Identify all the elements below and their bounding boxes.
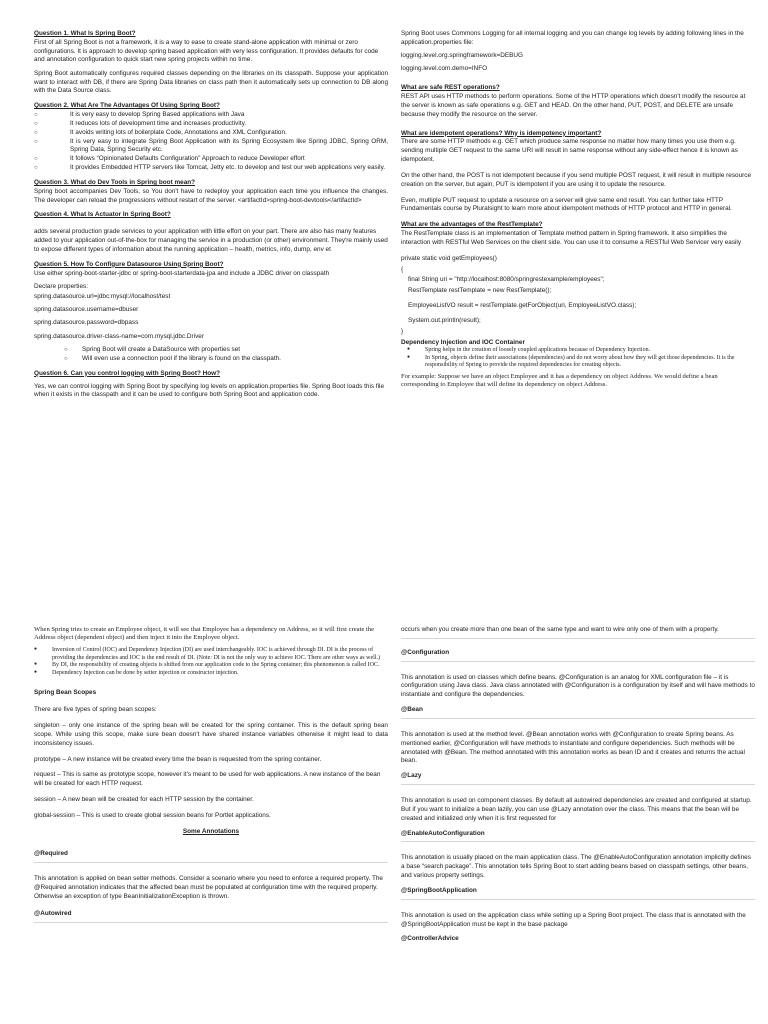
enableautoconfiguration-heading: @EnableAutoConfiguration	[401, 830, 755, 843]
autowired-heading: @Autowired	[34, 910, 388, 923]
lazy-heading: @Lazy	[401, 772, 755, 785]
q5-property: spring.datasource.password=dbpass	[34, 319, 139, 327]
idempotent-heading: What are idempotent operations? Why is idempotency important?	[401, 129, 602, 137]
scope-global-session: global-session – This is used to create global session beans for Portlet applications.	[34, 811, 271, 819]
list-item: ○ It is very easy to integrate Spring Boot Application with its Spring Ecosystem like Spring JDBC, Spring ORM, Spring Data, Spring Security etc.	[34, 138, 388, 156]
list-item: ● In Spring, objects define their associations (dependencies) and do not worry about how they will get those dependencies. It is the responsibility of Spring to provide the required dependencies for creating objects.	[407, 355, 755, 370]
list-item: ○ It avoids writing lots of boilerplate Code, Annotations and XML Configuration.	[34, 129, 388, 138]
list-item: ○ It follows “Opinionated Defaults Configuration” Approach to reduce Developer effort	[34, 155, 388, 164]
di-list	[401, 347, 755, 370]
required-heading: @Required	[34, 850, 388, 863]
lazy-paragraph: This annotation is used on component classes. By default all autowired dependencies are created and configured at startup. But if you want to initialize a bean lazily, you can use @Lazy annotation over the class. This means that the bean will be created and initialized only when it is first requested for	[401, 797, 752, 822]
q2-heading: Question 2. What Are The Advantages Of Using Spring Boot?	[34, 102, 220, 110]
list-item: ○ It reduces lots of development time and increases productivity.	[34, 120, 388, 129]
logging-line: logging.level.com.demo=INFO	[401, 65, 488, 73]
some-annotations-heading: Some Annotations	[182, 827, 240, 835]
logging-line: logging.level.org.springframework=DEBUG	[401, 52, 524, 60]
bean-paragraph: This annotation is used at the method level. @Bean annotation works with @Configuration to create Spring beans. As mentioned earlier, @Configuration will have methods to instantiate and configure dependencies. Such methods will be annotated with @Bean. The method annotated with this annotation works as bean ID and it creates and returns the actual bean.	[401, 730, 745, 765]
scope-session: session – A new bean will be created for each HTTP session by the container.	[34, 796, 254, 803]
q5-list	[34, 346, 388, 364]
di-heading: Dependency Injection and IOC Container	[401, 338, 525, 346]
code-line: EmployeeListVO result = restTemplate.getForObject(uri, EmployeeListVO.class);	[408, 302, 637, 310]
code-line: }	[401, 327, 404, 335]
code-block	[401, 255, 755, 337]
controlleradvice-heading: @ControllerAdvice	[401, 935, 459, 943]
scopes-intro: There are five types of spring bean scopes:	[34, 706, 157, 714]
q6-paragraph: Yes, we can control logging with Spring Boot by specifying log levels on application.properties file. Spring Boot loads this file when it exists in the classpath and it can be used to configure both Spring Boot and application code.	[34, 382, 385, 399]
q2-list	[34, 111, 388, 173]
q3-heading: Question 3. What do Dev Tools in Spring boot mean?	[34, 178, 196, 186]
logging-paragraph: Spring Boot uses Commons Logging for all internal logging and you can change log levels by adding following lines in the application.properties file:	[401, 30, 744, 46]
code-line: System.out.println(result);	[408, 316, 481, 324]
code-line: RestTemplate restTemplate = new RestTemplate();	[408, 287, 552, 295]
q3-paragraph: Spring boot accompanies Dev Tools, so You don't have to redeploy your application each time you influence the changes. The developer can reload the progressions without restart of the server. <artifactId>spring-boot-devtools</artifactId>	[34, 187, 388, 204]
q5-paragraph-2: Declare properties:	[34, 282, 88, 290]
list-item: ○ It is very easy to develop Spring Based applications with Java	[34, 111, 388, 120]
list-item: ○ Spring Boot will create a DataSource with properties set	[64, 346, 388, 355]
column-right-bottom	[401, 626, 755, 1020]
springbootapplication-heading: @SpringBootApplication	[401, 887, 755, 900]
list-item: ● Dependency Injection can be done by setter injection or constructor injection.	[34, 670, 388, 678]
springbootapplication-paragraph: This annotation is used on the application class while setting up a Spring Boot project. The class that is annotated with the @SpringBootApplication must be kept in the base package	[401, 911, 746, 928]
list-item: ○ Will even use a connection pool if the library is found on the classpath.	[64, 355, 388, 364]
list-item: ● Spring helps in the creation of loosely coupled applications because of Dependency Injection.	[407, 347, 755, 355]
q1-paragraph-2: Spring Boot automatically configures required classes depending on the libraries on its classpath. Suppose your application want to interact with DB, if there are Spring Data libraries on class path then it automatically sets up connection to DB along with the Data Source class.	[34, 69, 388, 95]
idempotent-paragraph-2: On the other hand, the POST is not idempotent because if you send multiple POST request, it will result in multiple resource creation on the server, but again, PUT is idempotent if you are using it to update the resource.	[401, 171, 752, 188]
enableautoconfiguration-paragraph: This annotation is usually placed on the main application class. The @EnableAutoConfiguration annotation implicitly defines a base “search package”. This annotation tells Spring Boot to start adding beans based on classpath settings, other beans, and various property settings.	[401, 854, 751, 880]
qualifier-paragraph: occurs when you create more than one bean of the same type and want to wire only one of them with a property.	[401, 626, 755, 639]
list-item	[34, 647, 388, 662]
configuration-heading: @Configuration	[401, 649, 755, 662]
bean-heading: @Bean	[401, 706, 755, 719]
scope-singleton: singleton – only one instance of the spring bean will be created for the spring container. This is the default spring bean scope. While using this scope, make sure bean doesn't have shared instance variables otherwise it might lead to data inconsistency issues.	[34, 722, 388, 747]
q4-heading: Question 4. What Is Actuator In Spring Boot?	[34, 211, 171, 219]
ioc-list	[34, 647, 388, 677]
q5-property: spring.datasource.username=dbuser	[34, 306, 139, 314]
list-item: ● By DI, the responsibility of creating objects is shifted from our application code to the Spring container; this phenomenon is called IOC.	[34, 662, 388, 670]
di-paragraph: For example: Suppose we have an object Employee and it has a dependency on object Address. We would define a bean corresponding to Employee that will define its dependency on object Address.	[401, 372, 718, 389]
idempotent-paragraph-1: There are some HTTP methods e.g. GET which produce same response no matter how many times you use them e.g. sending multiple GET request to the same URI will result in same response without any side-effect hence it is known as idempotent.	[401, 138, 738, 164]
resttemplate-paragraph: The RestTemplate class is an implementation of Template method pattern in Spring framework. It also simplifies the interaction with RESTful Web Services on the client side. You can use it to consume a RESTful Web Servicer very easily	[401, 230, 742, 246]
safe-rest-heading: What are safe REST operations?	[401, 84, 500, 92]
q6-heading: Question 6. Can you control logging with Spring Boot? How?	[34, 369, 221, 377]
q1-paragraph-1: First of all Spring Boot is not a framework, it is a way to ease to create stand-alone application with minimal or zero configurations. It is approach to develop spring based application with very less configuration. It provides defaults for code and annotation configuration to quick start new spring projects within no time.	[34, 38, 379, 64]
code-line: {	[401, 265, 404, 273]
q5-property: spring.datasource.url=jdbc:mysql://localhost/test	[34, 292, 171, 300]
q5-paragraph-1: Use either spring-boot-starter-jdbc or spring-boot-starterdata-jpa and include a JDBC driver on classpath	[34, 269, 330, 277]
column-left-top	[34, 30, 388, 585]
q5-property: spring.datasource.driver-class-name=com.mysql.jdbc.Driver	[34, 332, 204, 340]
resttemplate-heading: What are the advantages of the RestTemplate?	[401, 221, 543, 229]
when-spring-paragraph: When Spring tries to create an Employee object, it will see that Employee has a dependency on Address, so it will first create the Address object (dependent object) and then inject it into the Employee object.	[34, 626, 375, 642]
ioc-item-text: Inversion of Control (IOC) and Dependency Injection (DI) are used interchangeably. IOC is achieved through DI. DI is the process of providing the dependencies and IOC is the end result of DI. (Note: DI is not the only way to achieve IOC. There are other ways as well.)	[52, 647, 380, 661]
idempotent-paragraph-3: Even, multiple PUT request to update a resource on a server will give same end result. You can further take HTTP Fundamentals course by Pluralsight to learn more about idempotent methods of HTTP protocol and HTTP in general.	[401, 196, 732, 213]
q1-heading: Question 1. What Is Spring Boot?	[34, 30, 136, 37]
scope-request: request – This is same as prototype scope, however it's meant to be used for web applications. A new instance of the bean will be created for each HTTP request.	[34, 771, 381, 788]
column-left-bottom	[34, 626, 388, 1020]
configuration-paragraph: This annotation is used on classes which define beans. @Configuration is an analog for XML configuration file – it is configuration using Java class. Java class annotated with @Configuration is a configuration by itself and will have methods to instantiate and configure the dependencies.	[401, 673, 755, 699]
code-line: final String uri = "http://localhost:8080/springrestexample/employees";	[408, 276, 605, 284]
column-right-top	[401, 30, 755, 550]
scope-prototype: prototype – A new instance will be created every time the bean is requested from the spring container.	[34, 755, 322, 763]
safe-rest-paragraph: REST API uses HTTP methods to perform operations. Some of the HTTP operations which doesn't modify the resource at the server is known as safe operations e.g. GET and HEAD. On the other hand, PUT, POST, and DELETE are unsafe because they modify the resource on the server.	[401, 93, 746, 118]
q4-paragraph: adds several production grade services to your application with little effort on your part. There are also has many features added to your application out-of-the-box for managing the service in a production (or other) environment. They're mainly used to expose different types of information about the running application – health, metrics, info, dump, env et	[34, 228, 388, 253]
code-line: private static void getEmployees()	[401, 254, 497, 262]
bean-scopes-heading: Spring Bean Scopes	[34, 689, 97, 697]
list-item: ○ It provides Embedded HTTP servers like Tomcat, Jetty etc. to develop and test our web applications very easily.	[34, 164, 388, 173]
required-paragraph: This annotation is applied on bean setter methods. Consider a scenario where you need to enforce a required property. The @Required annotation indicates that the affected bean must be populated at configuration time with the required property. Otherwise an exception of type BeanInitializationException is thrown.	[34, 875, 383, 900]
q5-heading: Question 5. How To Configure Datasource Using Spring Boot?	[34, 260, 224, 268]
